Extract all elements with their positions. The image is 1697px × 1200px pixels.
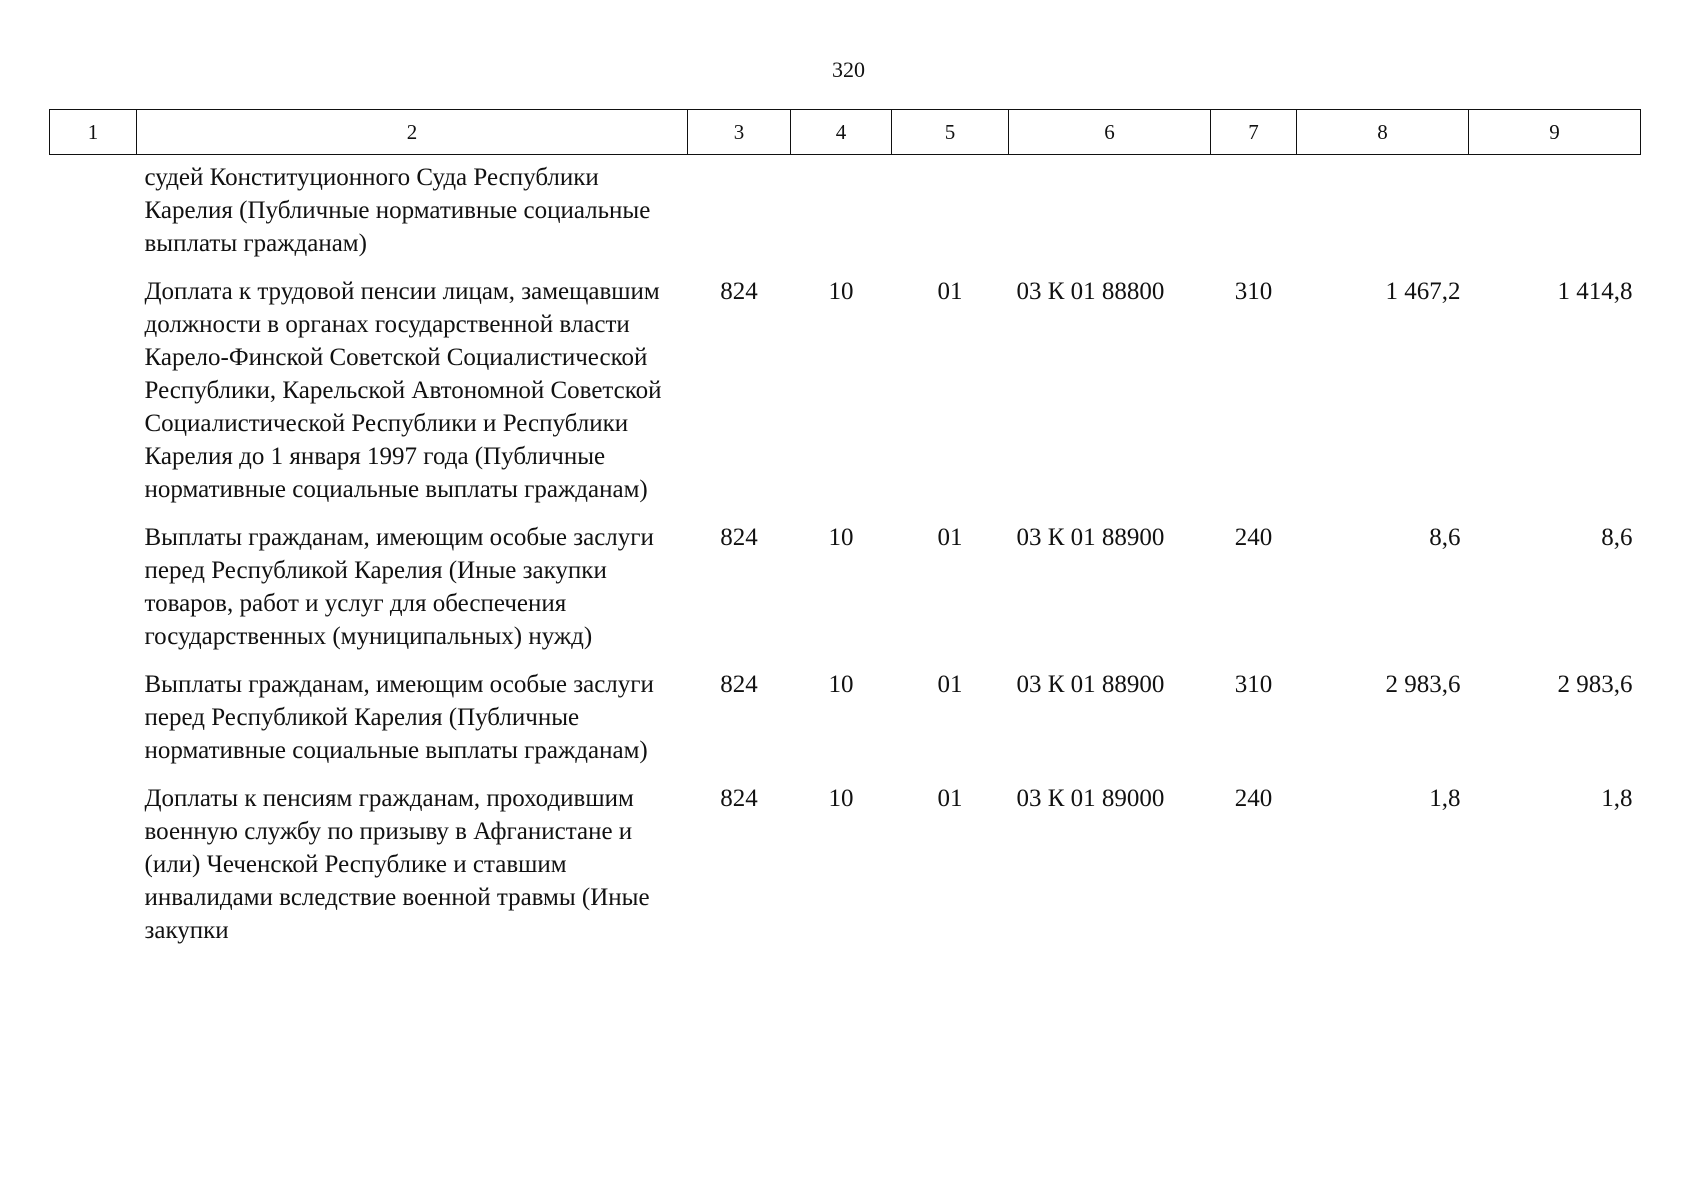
cell-razdel <box>791 155 892 276</box>
cell-podrazdel: 01 <box>937 278 963 305</box>
cell-razdel: 10 <box>828 524 854 551</box>
budget-table <box>49 109 1641 962</box>
table-row <box>50 782 1641 962</box>
cell-sum-1: 1 467,2 <box>1385 278 1461 305</box>
column-header-9: 9 <box>1469 110 1641 155</box>
column-header-7: 7 <box>1211 110 1297 155</box>
cell-description: судей Конституционного Суда Республики Карелия (Публичные нормативные социальные выплаты гражданам) <box>144 164 651 257</box>
cell-empty <box>50 275 137 521</box>
column-header-2: 2 <box>137 110 688 155</box>
column-header-8: 8 <box>1297 110 1469 155</box>
cell-description: Доплата к трудовой пенсии лицам, замещавшим должности в органах государственной власти Карело-Финской Советской Социалистической Республики, Карельской Автономной Советской Социалистической Республики и Республики Карелия до 1 января 1997 года (Публичные нормативные социальные выплаты гражданам) <box>144 278 662 503</box>
cell-razdel: 10 <box>828 278 854 305</box>
column-header-6: 6 <box>1009 110 1211 155</box>
cell-ved: 824 <box>720 278 758 305</box>
cell-ved: 824 <box>720 785 758 812</box>
cell-vr: 240 <box>1234 785 1273 812</box>
cell-sum-1: 1,8 <box>1429 785 1461 812</box>
table-row <box>50 521 1641 668</box>
cell-sum-1 <box>1297 155 1469 276</box>
cell-csr: 03 К 01 88900 <box>1016 671 1165 698</box>
cell-razdel: 10 <box>828 785 854 812</box>
page-number: 320 <box>832 57 865 82</box>
table-row <box>50 155 1641 276</box>
cell-sum-1: 2 983,6 <box>1385 671 1461 698</box>
cell-ved <box>688 155 791 276</box>
cell-podrazdel: 01 <box>937 671 963 698</box>
cell-podrazdel: 01 <box>937 524 963 551</box>
cell-vr: 310 <box>1234 671 1273 698</box>
column-header-4: 4 <box>791 110 892 155</box>
cell-empty <box>50 521 137 668</box>
cell-description: Выплаты гражданам, имеющим особые заслуги перед Республикой Карелия (Иные закупки товаров, работ и услуг для обеспечения государственных (муниципальных) нужд) <box>144 524 654 650</box>
cell-razdel: 10 <box>828 671 854 698</box>
column-header-3: 3 <box>688 110 791 155</box>
cell-sum-2: 2 983,6 <box>1557 671 1633 698</box>
cell-csr <box>1009 155 1211 276</box>
cell-podrazdel: 01 <box>937 785 963 812</box>
table-row <box>50 668 1641 782</box>
cell-sum-2: 8,6 <box>1601 524 1633 551</box>
table-row <box>50 275 1641 521</box>
cell-vr: 240 <box>1234 524 1273 551</box>
cell-vr: 310 <box>1234 278 1273 305</box>
cell-csr: 03 К 01 89000 <box>1016 785 1165 812</box>
cell-sum-2: 1,8 <box>1601 785 1633 812</box>
cell-csr: 03 К 01 88900 <box>1016 524 1165 551</box>
cell-sum-1: 8,6 <box>1429 524 1461 551</box>
cell-description: Доплаты к пенсиям гражданам, проходившим военную службу по призыву в Афганистане и (или) Чеченской Республике и ставшим инвалидами вследствие военной травмы (Иные закупки <box>144 785 650 944</box>
cell-vr <box>1211 155 1297 276</box>
column-header-1: 1 <box>50 110 137 155</box>
table-header <box>50 110 1641 155</box>
cell-csr: 03 К 01 88800 <box>1016 278 1165 305</box>
cell-sum-2: 1 414,8 <box>1557 278 1633 305</box>
cell-empty <box>50 668 137 782</box>
cell-description: Выплаты гражданам, имеющим особые заслуги перед Республикой Карелия (Публичные нормативные социальные выплаты гражданам) <box>144 671 654 764</box>
cell-empty <box>50 155 137 276</box>
cell-podrazdel <box>892 155 1009 276</box>
cell-ved: 824 <box>720 524 758 551</box>
cell-sum-2 <box>1469 155 1641 276</box>
table-body <box>50 155 1641 963</box>
cell-ved: 824 <box>720 671 758 698</box>
column-number-row <box>50 110 1641 155</box>
column-header-5: 5 <box>892 110 1009 155</box>
cell-empty <box>50 782 137 962</box>
